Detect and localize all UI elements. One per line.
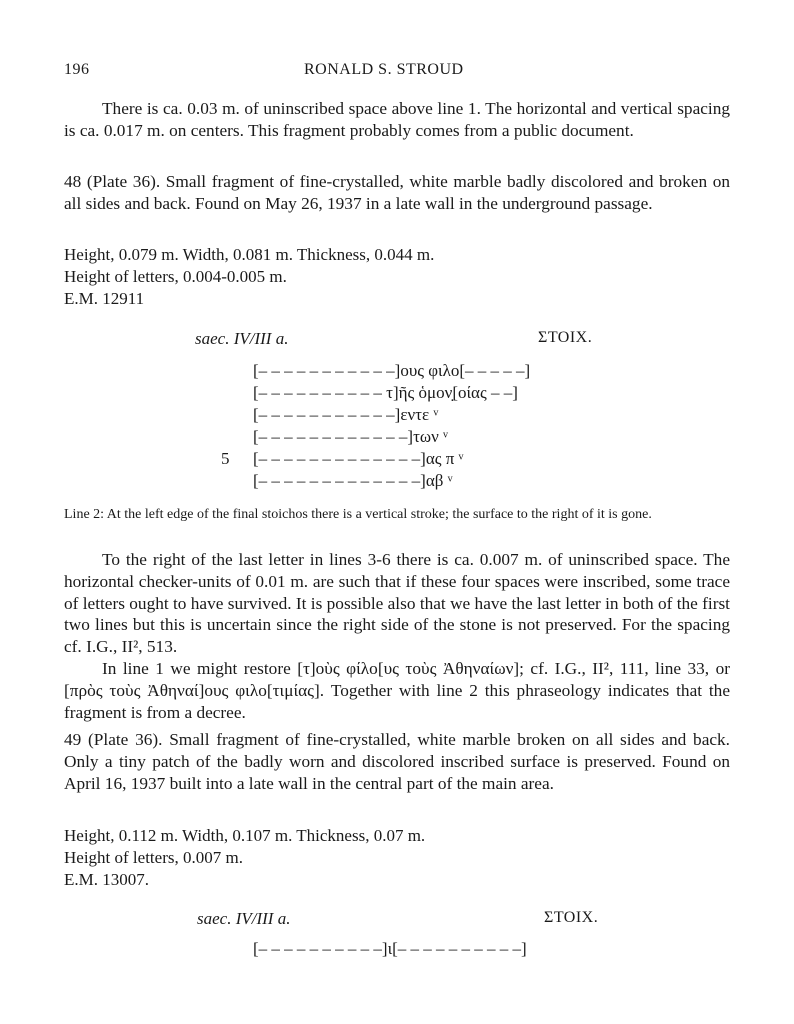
inscription-48-line-number: 5: [221, 449, 230, 468]
entry-49-number: 49: [64, 730, 82, 749]
entry-48-dimensions: Height, 0.079 m. Width, 0.081 m. Thickness, 0.044 m.: [64, 245, 435, 264]
entry-48-number: 48: [64, 172, 82, 191]
entry-48-date: saec. IV/III a.: [195, 329, 289, 348]
entry-48-commentary-2: In line 1 we might restore [τ]οὺς φίλο[υς τοὺς Ἀθηναίων]; cf. I.G., II², 111, line 33, or [πρὸς τοὺς Ἀθηναί]ους φιλο[τιμίας]. Together with line 2 this phraseology indicates that the fragment is from a decree.: [64, 659, 730, 722]
entry-49-text: (Plate 36). Small fragment of fine-crystalled, white marble broken on all sides and back. Only a tiny patch of the badly worn and discolored inscribed surface is preserved. Found on April 16, 1937 built into a late wall in the central part of the main area.: [64, 730, 730, 793]
entry-48-inventory: E.M. 12911: [64, 289, 145, 308]
entry-48-description: [64, 171, 730, 215]
inscription-48-line-3: [– – – – – – – – – – –]εντε ᵛ: [253, 405, 439, 424]
intro-paragraph: There is ca. 0.03 m. of uninscribed space above line 1. The horizontal and vertical spacing is ca. 0.017 m. on centers. This fragment probably comes from a public document.: [64, 99, 730, 140]
entry-48-letter-height: Height of letters, 0.004-0.005 m.: [64, 267, 287, 286]
inscription-48-line-5: [– – – – – – – – – – – – –]ας π ᵛ: [253, 449, 464, 468]
inscription-48-line-2: [– – – – – – – – – – τ]ῆς ὁμον̣[οίας – –]: [253, 383, 518, 402]
entry-49-inventory: E.M. 13007.: [64, 870, 149, 889]
entry-49-dimensions: Height, 0.112 m. Width, 0.107 m. Thickness, 0.07 m.: [64, 826, 426, 845]
entry-48-footnote: Line 2: At the left edge of the final stoichos there is a vertical stroke; the surface to the right of it is gone.: [64, 507, 652, 522]
entry-48-stoich: ΣΤΟΙΧ.: [538, 329, 593, 346]
inscription-48-line-4: [– – – – – – – – – – – –]των ᵛ: [253, 427, 449, 446]
inscription-48-line-6: [– – – – – – – – – – – – –]αβ ᵛ: [253, 471, 453, 490]
inscription-49-line-1: [– – – – – – – – – –]ι[– – – – – – – – – –]: [253, 939, 527, 958]
entry-49-date: saec. IV/III a.: [197, 909, 291, 928]
entry-49-description: [64, 729, 730, 794]
entry-49-stoich: ΣΤΟΙΧ.: [544, 909, 599, 926]
entry-48-text: (Plate 36). Small fragment of fine-crystalled, white marble badly discolored and broken on all sides and back. Found on May 26, 1937 in a late wall in the underground passage.: [64, 172, 730, 213]
page-number: 196: [64, 61, 90, 78]
entry-49-letter-height: Height of letters, 0.007 m.: [64, 848, 243, 867]
inscription-48-line-1: [– – – – – – – – – – –]ους φιλο[– – – – –]: [253, 361, 531, 380]
running-title: RONALD S. STROUD: [304, 61, 464, 78]
entry-48-commentary-1: To the right of the last letter in lines 3-6 there is ca. 0.007 m. of uninscribed space. The horizontal checker-units of 0.01 m. are such that if these four spaces were inscribed, some trace of letters ought to have survived. It is possible also that we have the last letter in both of the first two lines but this is uncertain since the right side of the stone is not preserved. For the spacing cf. I.G., II², 513.: [64, 550, 730, 657]
